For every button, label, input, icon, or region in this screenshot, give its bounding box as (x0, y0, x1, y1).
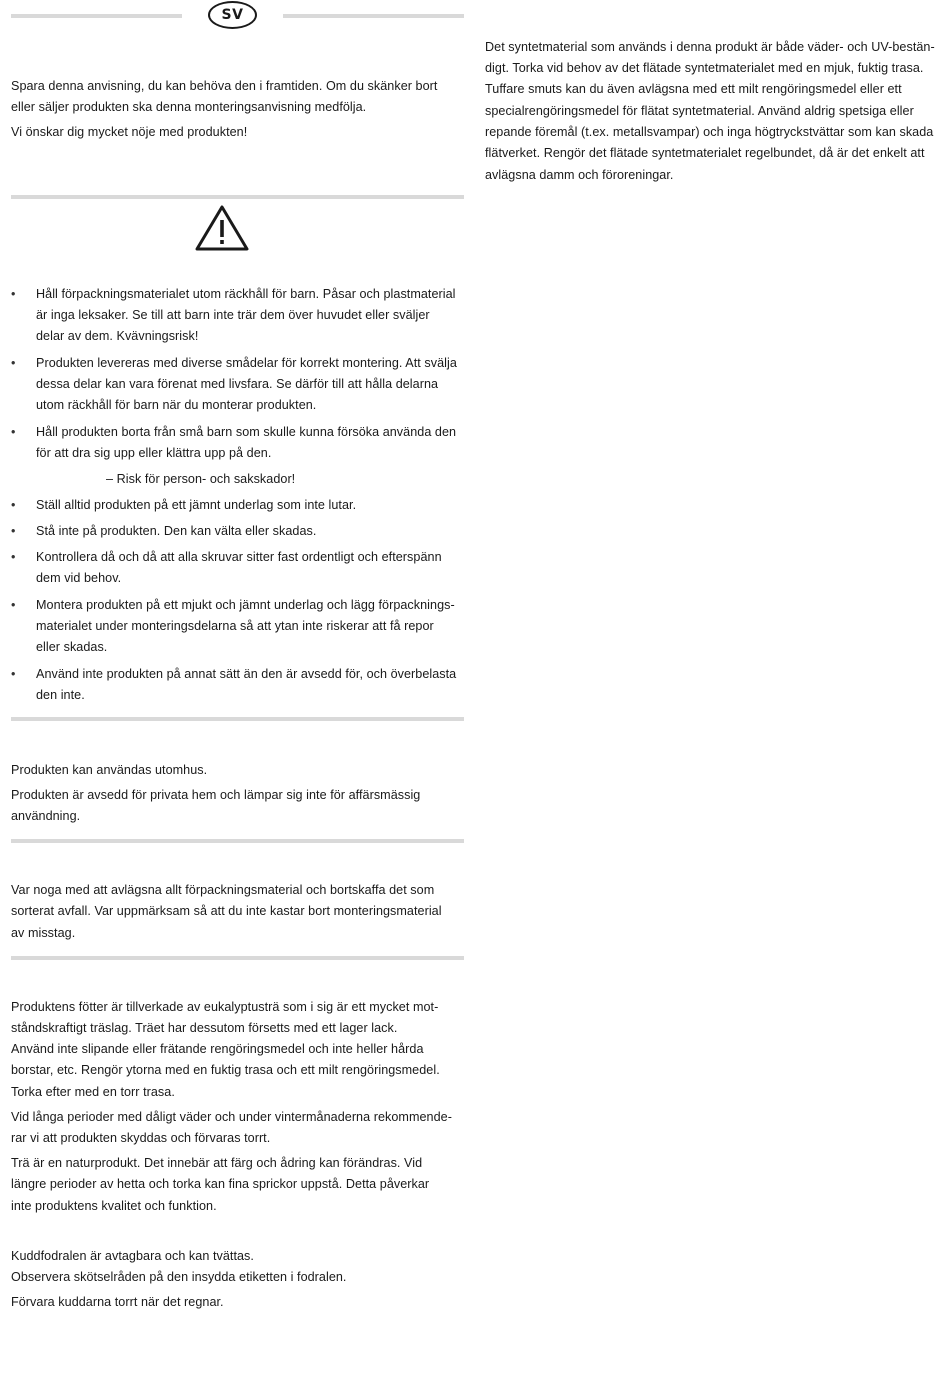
safety-item-5-line-1: Stå inte på produkten. Den kan välta eller skadas. (36, 524, 317, 538)
bullet-marker: • (11, 425, 16, 439)
section-divider (11, 717, 464, 721)
safety-item-2-line-2: dessa delar kan vara förenat med livsfara. Se därför till att hålla delarna (36, 377, 439, 391)
disposal-line-2: sorterat avfall. Var uppmärksam så att du inte kastar bort monteringsmaterial (11, 904, 442, 918)
synthetic-line-7: avlägsna damm och föroreningar. (485, 168, 674, 182)
usage-line-1: Produkten kan användas utomhus. (11, 763, 208, 777)
bullet-marker: • (11, 550, 16, 564)
safety-item-1-line-2: är inga leksaker. Se till att barn inte trär dem över huvudet eller sväljer (36, 308, 430, 322)
cushion-care-line-1: Kuddfodralen är avtagbara och kan tvättas. (11, 1249, 254, 1263)
synthetic-line-3: Tuffare smuts kan du även avlägsna med ett milt rengöringsmedel eller ett (485, 82, 902, 96)
safety-item-8-line-2: den inte. (36, 688, 85, 702)
safety-item-4-line-1: Ställ alltid produkten på ett jämnt underlag som inte lutar. (36, 498, 357, 512)
safety-item-2-line-1: Produkten levereras med diverse smådelar för korrekt montering. Att svälja (36, 356, 457, 370)
warning-triangle-icon (195, 204, 249, 252)
safety-item-1-line-3: delar av dem. Kvävningsrisk! (36, 329, 199, 343)
care-wood-p1-line-2: ståndskraftigt träslag. Träet har dessutom försetts med ett lager lack. (11, 1021, 398, 1035)
safety-item-8-line-1: Använd inte produkten på annat sätt än den är avsedd för, och överbelasta (36, 667, 457, 681)
care-wood-p2-line-1: Vid långa perioder med dåligt väder och under vintermånaderna rekommende- (11, 1110, 452, 1124)
care-wood-p2-line-2: rar vi att produkten skyddas och förvaras torrt. (11, 1131, 271, 1145)
cushion-care-line-2: Observera skötselråden på den insydda etiketten i fodralen. (11, 1270, 347, 1284)
care-wood-p1-line-5: Torka efter med en torr trasa. (11, 1085, 175, 1099)
intro-line-3: Vi önskar dig mycket nöje med produkten! (11, 125, 248, 139)
bullet-marker: • (11, 498, 16, 512)
synthetic-line-2: digt. Torka vid behov av det flätade syntetmaterialet med en mjuk, fuktig trasa. (485, 61, 924, 75)
intro-line-1: Spara denna anvisning, du kan behöva den i framtiden. Om du skänker bort (11, 79, 438, 93)
cushion-care-line-3: Förvara kuddarna torrt när det regnar. (11, 1295, 224, 1309)
bullet-marker: • (11, 287, 16, 301)
safety-item-6-line-2: dem vid behov. (36, 571, 122, 585)
header-rule-right (283, 14, 464, 18)
language-badge: SV (208, 1, 257, 29)
care-wood-p1-line-3: Använd inte slipande eller frätande rengöringsmedel och inte heller hårda (11, 1042, 424, 1056)
safety-item-3-line-2: för att dra sig upp eller klättra upp på den. (36, 446, 272, 460)
usage-line-2: Produkten är avsedd för privata hem och lämpar sig inte för affärsmässig (11, 788, 421, 802)
care-wood-p1-line-1: Produktens fötter är tillverkade av eukalyptusträ som i sig är ett mycket mot- (11, 1000, 439, 1014)
bullet-marker: • (11, 598, 16, 612)
care-wood-p3-line-2: längre perioder av hetta och torka kan fina sprickor uppstå. Detta påverkar (11, 1177, 430, 1191)
risk-note: – Risk för person- och sakskador! (106, 472, 296, 486)
synthetic-line-5: repande föremål (t.ex. metallsvampar) och inga högtryckstvättar som kan skada (485, 125, 934, 139)
usage-line-3: användning. (11, 809, 81, 823)
bullet-marker: • (11, 356, 16, 370)
disposal-line-1: Var noga med att avlägsna allt förpackningsmaterial och bortskaffa det som (11, 883, 435, 897)
safety-item-2-line-3: utom räckhåll för barn när du monterar produkten. (36, 398, 317, 412)
synthetic-line-1: Det syntetmaterial som används i denna produkt är både väder- och UV-bestän- (485, 40, 935, 54)
safety-item-7-line-2: materialet under monteringsdelarna så att ytan inte riskerar att få repor (36, 619, 434, 633)
section-divider (11, 195, 464, 199)
header-rule-left (11, 14, 182, 18)
care-wood-p3-line-3: inte produktens kvalitet och funktion. (11, 1199, 217, 1213)
safety-item-3-line-1: Håll produkten borta från små barn som skulle kunna försöka använda den (36, 425, 457, 439)
safety-item-7-line-1: Montera produkten på ett mjukt och jämnt underlag och lägg förpacknings- (36, 598, 455, 612)
bullet-marker: • (11, 667, 16, 681)
synthetic-line-6: flätverket. Rengör det flätade syntetmaterialet regelbundet, då är det enkelt att (485, 146, 925, 160)
intro-line-2: eller säljer produkten ska denna monteringsanvisning medfölja. (11, 100, 367, 114)
synthetic-line-4: specialrengöringsmedel för flätat syntetmaterial. Använd aldrig spetsiga eller (485, 104, 914, 118)
section-divider (11, 956, 464, 960)
safety-item-1-line-1: Håll förpackningsmaterialet utom räckhåll för barn. Påsar och plastmaterial (36, 287, 456, 301)
disposal-line-3: av misstag. (11, 926, 76, 940)
safety-item-7-line-3: eller skadas. (36, 640, 108, 654)
care-wood-p3-line-1: Trä är en naturprodukt. Det innebär att färg och ådring kan förändras. Vid (11, 1156, 423, 1170)
section-divider (11, 839, 464, 843)
bullet-marker: • (11, 524, 16, 538)
safety-item-6-line-1: Kontrollera då och då att alla skruvar sitter fast ordentligt och efterspänn (36, 550, 442, 564)
care-wood-p1-line-4: borstar, etc. Rengör ytorna med en fuktig trasa och ett milt rengöringsmedel. (11, 1063, 440, 1077)
